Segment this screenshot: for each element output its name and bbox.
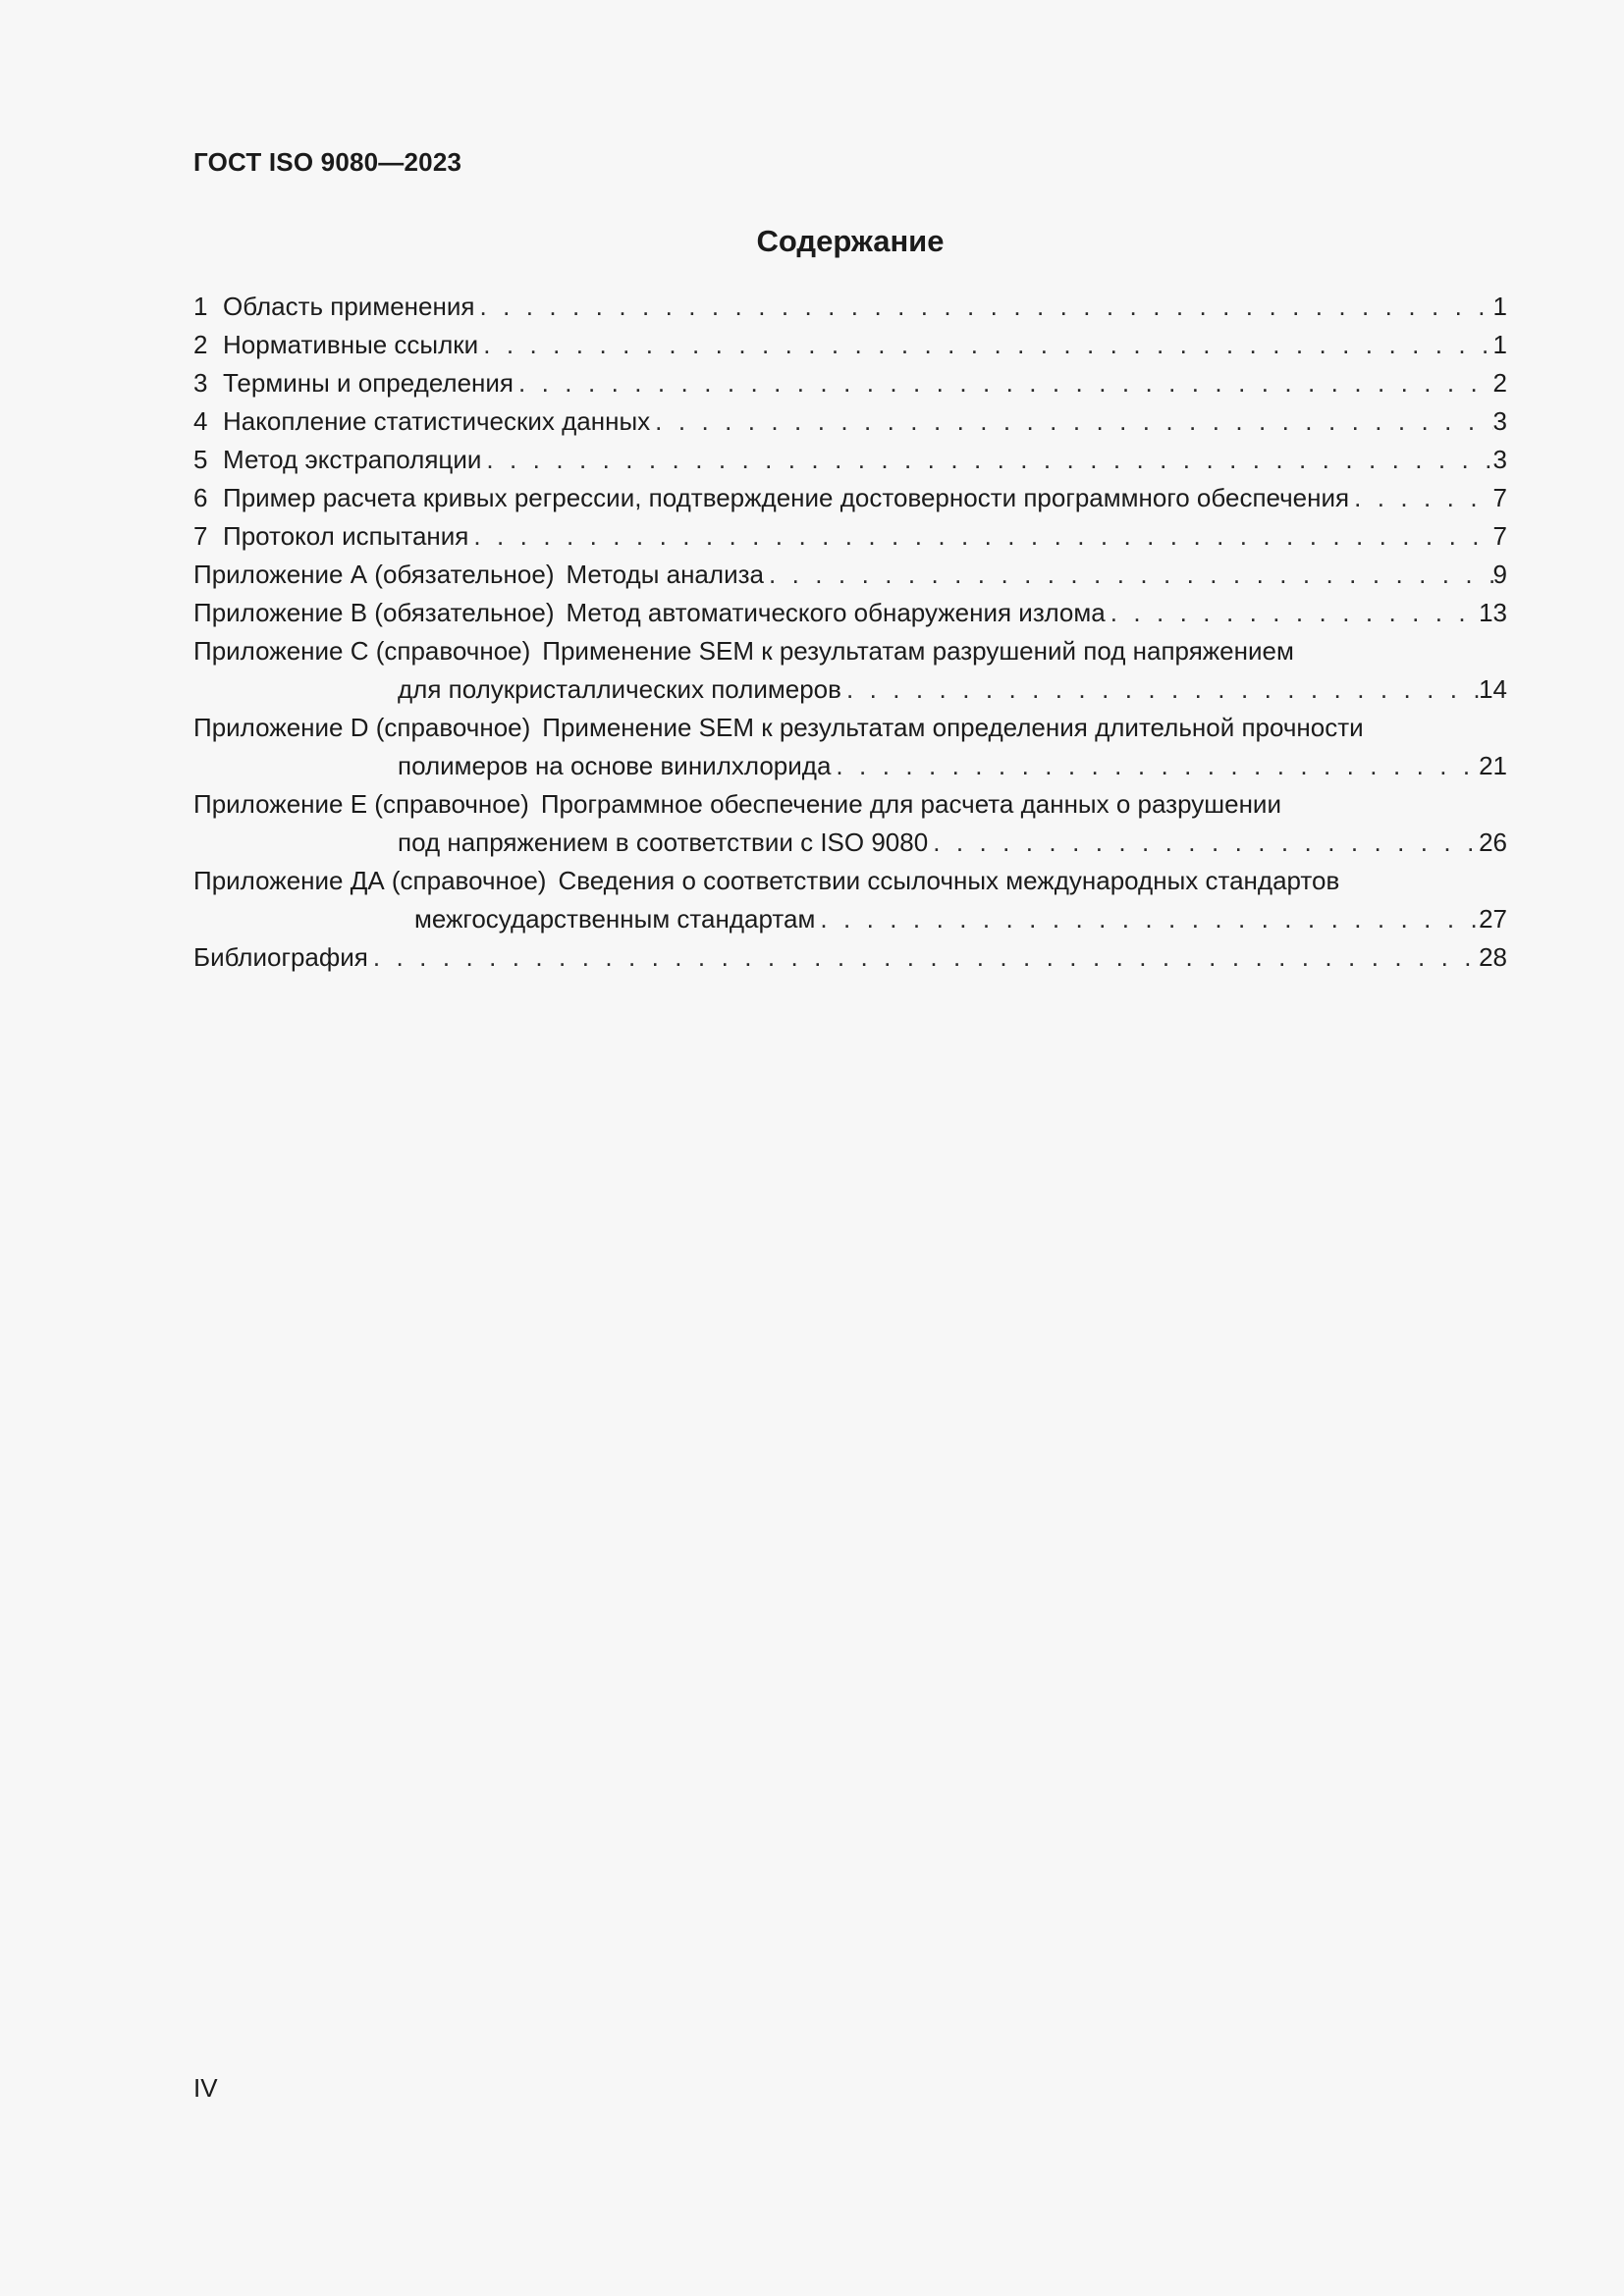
annex-page: 13	[1479, 598, 1507, 627]
toc-entry-number: 4	[193, 406, 208, 436]
annex-page: 26	[1479, 828, 1507, 857]
toc-annex-e[interactable]	[193, 785, 1507, 824]
toc-annex-d[interactable]	[193, 709, 1507, 747]
document-code: ГОСТ ISO 9080—2023	[193, 147, 462, 177]
bibliography-title: Библиография	[193, 942, 368, 972]
annex-title-line2: межгосударственным стандартам	[414, 904, 816, 934]
table-of-contents	[193, 288, 1507, 977]
annex-page: 27	[1479, 904, 1507, 934]
toc-annex-c[interactable]	[193, 632, 1507, 670]
toc-entry[interactable]	[193, 364, 1507, 402]
toc-entry-title: Накопление статистических данных	[223, 406, 651, 436]
annex-label: Приложение ДА (справочное)	[193, 866, 547, 895]
toc-entry-page: 2	[1492, 368, 1507, 398]
toc-entry-number: 7	[193, 521, 208, 551]
leader-dots	[841, 670, 1479, 709]
toc-annex-e-continued[interactable]	[193, 824, 1507, 862]
annex-title-line2: под напряжением в соответствии с ISO 9080	[398, 828, 929, 857]
toc-annex-a[interactable]	[193, 556, 1507, 594]
toc-entry[interactable]	[193, 441, 1507, 479]
toc-entry-number: 2	[193, 330, 208, 359]
toc-annex-b[interactable]	[193, 594, 1507, 632]
annex-title-line1: Применение SEM к результатам разрушений под напряжением	[542, 636, 1294, 666]
toc-entry-page: 3	[1492, 445, 1507, 474]
leader-dots	[815, 900, 1479, 938]
toc-entry-page: 7	[1492, 483, 1507, 512]
leader-dots	[514, 364, 1493, 402]
toc-entry-title: Метод экстраполяции	[223, 445, 482, 474]
leader-dots	[468, 517, 1492, 556]
toc-annex-da-continued[interactable]	[193, 900, 1507, 938]
toc-entry-title: Термины и определения	[223, 368, 514, 398]
toc-entry-number: 3	[193, 368, 208, 398]
toc-entry[interactable]	[193, 288, 1507, 326]
annex-title-line1: Применение SEM к результатам определения длительной прочности	[542, 713, 1364, 742]
leader-dots	[368, 938, 1479, 977]
leader-dots	[928, 824, 1479, 862]
annex-title-line2: для полукристаллических полимеров	[398, 674, 841, 704]
annex-label: Приложение В (обязательное)	[193, 598, 555, 627]
leader-dots	[1349, 479, 1492, 517]
leader-dots	[764, 556, 1493, 594]
annex-title-line1: Программное обеспечение для расчета данных о разрушении	[540, 789, 1281, 819]
toc-entry-page: 7	[1492, 521, 1507, 551]
toc-bibliography[interactable]	[193, 938, 1507, 977]
annex-page: 14	[1479, 674, 1507, 704]
annex-page: 21	[1479, 751, 1507, 780]
bibliography-page: 28	[1479, 942, 1507, 972]
toc-annex-c-continued[interactable]	[193, 670, 1507, 709]
leader-dots	[474, 288, 1492, 326]
leader-dots	[481, 441, 1492, 479]
leader-dots	[478, 326, 1492, 364]
toc-entry-title: Протокол испытания	[223, 521, 469, 551]
annex-label: Приложение С (справочное)	[193, 636, 531, 666]
annex-label: Приложение А (обязательное)	[193, 560, 555, 589]
toc-entry[interactable]	[193, 402, 1507, 441]
annex-label: Приложение D (справочное)	[193, 713, 531, 742]
annex-title: Метод автоматического обнаружения излома	[566, 598, 1106, 627]
toc-entry-number: 5	[193, 445, 208, 474]
toc-entry[interactable]	[193, 517, 1507, 556]
annex-title: Методы анализа	[566, 560, 764, 589]
toc-entry-title: Нормативные ссылки	[223, 330, 479, 359]
toc-entry-title: Пример расчета кривых регрессии, подтверждение достоверности программного обеспечения	[223, 483, 1350, 512]
annex-title-line1: Сведения о соответствии ссылочных международных стандартов	[558, 866, 1340, 895]
toc-entry[interactable]	[193, 479, 1507, 517]
toc-entry-page: 1	[1492, 292, 1507, 321]
toc-entry-number: 6	[193, 483, 208, 512]
toc-entry-title: Область применения	[223, 292, 475, 321]
annex-title-line2: полимеров на основе винилхлорида	[398, 751, 832, 780]
toc-entry-page: 1	[1492, 330, 1507, 359]
toc-annex-da[interactable]	[193, 862, 1507, 900]
page-number: IV	[193, 2073, 218, 2103]
toc-annex-d-continued[interactable]	[193, 747, 1507, 785]
leader-dots	[831, 747, 1479, 785]
toc-title: Содержание	[756, 224, 945, 258]
toc-entry[interactable]	[193, 326, 1507, 364]
toc-entry-number: 1	[193, 292, 208, 321]
toc-entry-page: 3	[1492, 406, 1507, 436]
annex-page: 9	[1492, 560, 1507, 589]
annex-label: Приложение Е (справочное)	[193, 789, 529, 819]
leader-dots	[650, 402, 1492, 441]
leader-dots	[1106, 594, 1479, 632]
